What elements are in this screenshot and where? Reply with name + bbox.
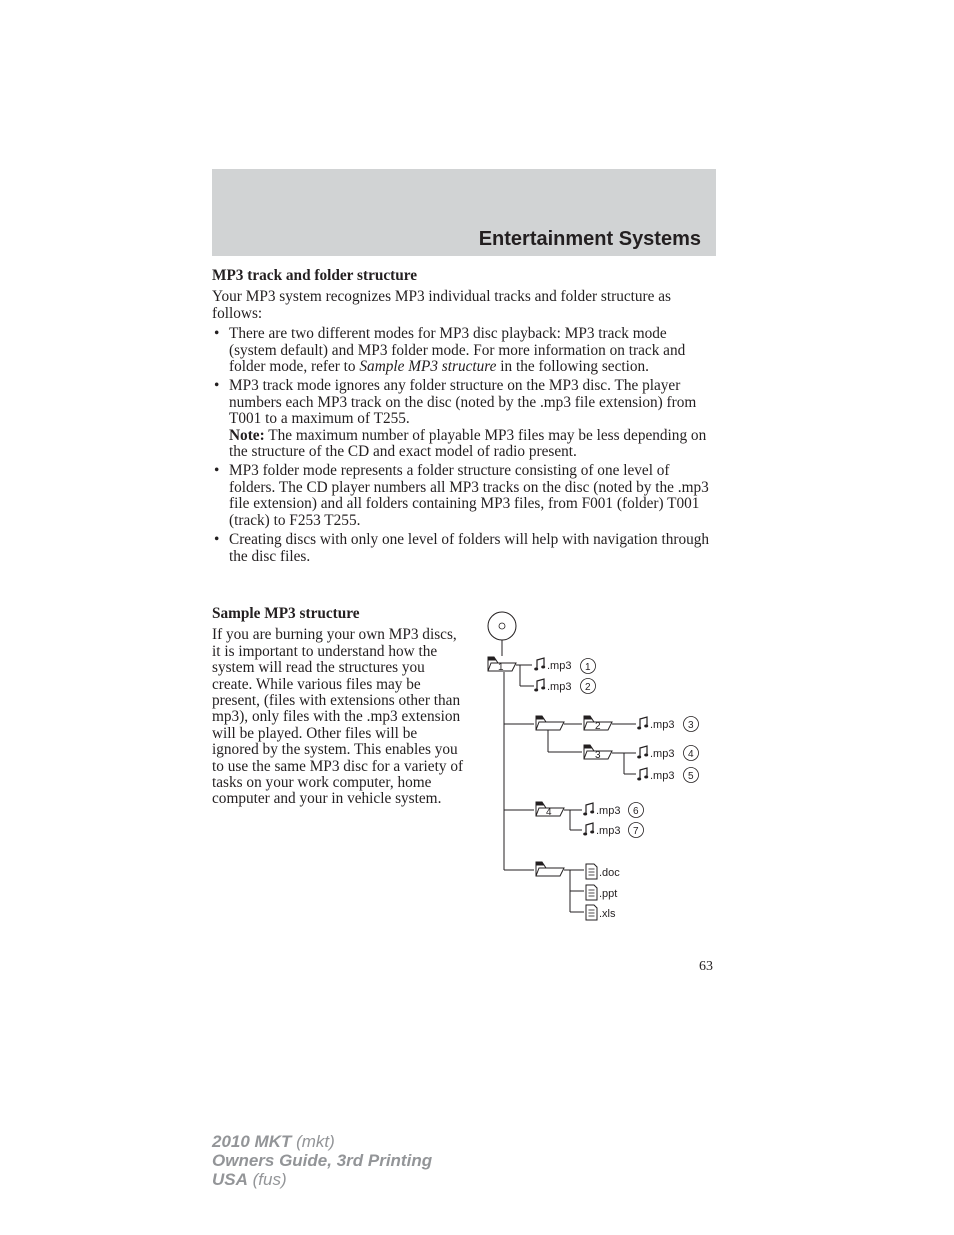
music-note-icon bbox=[583, 803, 594, 816]
footer bbox=[212, 1132, 432, 1189]
heading-track-folder-structure: MP3 track and folder structure bbox=[212, 267, 418, 284]
document-icon bbox=[586, 864, 597, 879]
music-note-icon bbox=[583, 823, 594, 836]
bullet-item-track-mode: • MP3 track mode ignores any folder structure on the MP3 disc. The player numbers each MP3 track on the disc (noted by the .mp3 file extension) from T001 to a maximum of T255. Note: The maximum number of playable MP3 files may be less depending on the structure of the CD and exact model of radio present. bbox=[212, 378, 718, 460]
sample-structure-section bbox=[212, 604, 464, 812]
svg-text:.mp3: .mp3 bbox=[547, 681, 572, 693]
svg-text:.doc: .doc bbox=[599, 867, 620, 879]
svg-text:4: 4 bbox=[546, 807, 552, 818]
disc-icon bbox=[488, 612, 516, 640]
footer-line-model: 2010 MKT (mkt) bbox=[212, 1132, 335, 1151]
diagram-svg bbox=[478, 606, 708, 926]
svg-text:.mp3: .mp3 bbox=[547, 660, 572, 672]
svg-text:3: 3 bbox=[688, 720, 694, 731]
svg-text:1: 1 bbox=[498, 662, 504, 673]
svg-text:.mp3: .mp3 bbox=[650, 748, 675, 760]
music-note-icon bbox=[637, 768, 648, 781]
music-note-icon bbox=[534, 658, 545, 671]
svg-text:.ppt: .ppt bbox=[599, 888, 618, 900]
music-note-icon bbox=[637, 717, 648, 730]
sample-structure-paragraph: If you are burning your own MP3 discs, it is important to understand how the system will read the structures you create. While various files may be present, (files with extensions other than mp3), only files with the .mp3 extension will be played. Other files will be ignored by the system. This enables you to use the same MP3 disc for a variety of tasks on your work computer, home computer and your in vehicle system. bbox=[212, 626, 464, 808]
note-label: Note: bbox=[229, 426, 265, 444]
music-note-icon bbox=[637, 746, 648, 759]
bullet-item-modes: • There are two different modes for MP3 disc playback: MP3 track mode (system default) and MP3 folder mode. For more information on track and folder mode, refer to Sample MP3 structure in the following section. bbox=[212, 326, 718, 375]
document-icon bbox=[586, 885, 597, 900]
folder-icon bbox=[536, 716, 564, 730]
footer-line-region: USA (fus) bbox=[212, 1170, 287, 1189]
page-number: 63 bbox=[699, 959, 713, 974]
music-note-icon bbox=[534, 679, 545, 692]
svg-text:4: 4 bbox=[688, 749, 694, 760]
document-icon bbox=[586, 905, 597, 920]
bullet-item-folder-mode: • MP3 folder mode represents a folder structure consisting of one level of folders. The CD player numbers all MP3 tracks on the disc (noted by the .mp3 file extension) and all folders containing MP3 files, from F001 (folder) T001 (track) to F253 T255. bbox=[212, 463, 718, 529]
section-title: Entertainment Systems bbox=[478, 228, 701, 250]
footer-line-guide: Owners Guide, 3rd Printing bbox=[212, 1151, 433, 1170]
bullet-item-one-level: • Creating discs with only one level of folders will help with navigation through the disc files. bbox=[212, 532, 718, 565]
header-band bbox=[212, 169, 716, 256]
mp3-structure-diagram bbox=[478, 606, 708, 926]
svg-text:2: 2 bbox=[595, 721, 601, 732]
svg-text:.xls: .xls bbox=[599, 908, 616, 920]
svg-text:6: 6 bbox=[633, 806, 639, 817]
bullet-list bbox=[212, 326, 718, 565]
svg-text:3: 3 bbox=[595, 750, 601, 761]
svg-text:.mp3: .mp3 bbox=[596, 805, 621, 817]
svg-text:.mp3: .mp3 bbox=[650, 770, 675, 782]
heading-sample-structure: Sample MP3 structure bbox=[212, 605, 360, 622]
svg-text:5: 5 bbox=[688, 771, 694, 782]
svg-text:2: 2 bbox=[585, 682, 591, 693]
intro-paragraph: Your MP3 system recognizes MP3 individual tracks and folder structure as follows: bbox=[212, 288, 671, 322]
svg-text:1: 1 bbox=[585, 662, 591, 673]
folder-icon bbox=[536, 862, 564, 876]
svg-text:7: 7 bbox=[633, 826, 639, 837]
reference-sample-structure: Sample MP3 structure bbox=[359, 358, 497, 376]
svg-text:.mp3: .mp3 bbox=[650, 719, 675, 731]
main-content bbox=[212, 266, 718, 568]
svg-text:.mp3: .mp3 bbox=[596, 825, 621, 837]
